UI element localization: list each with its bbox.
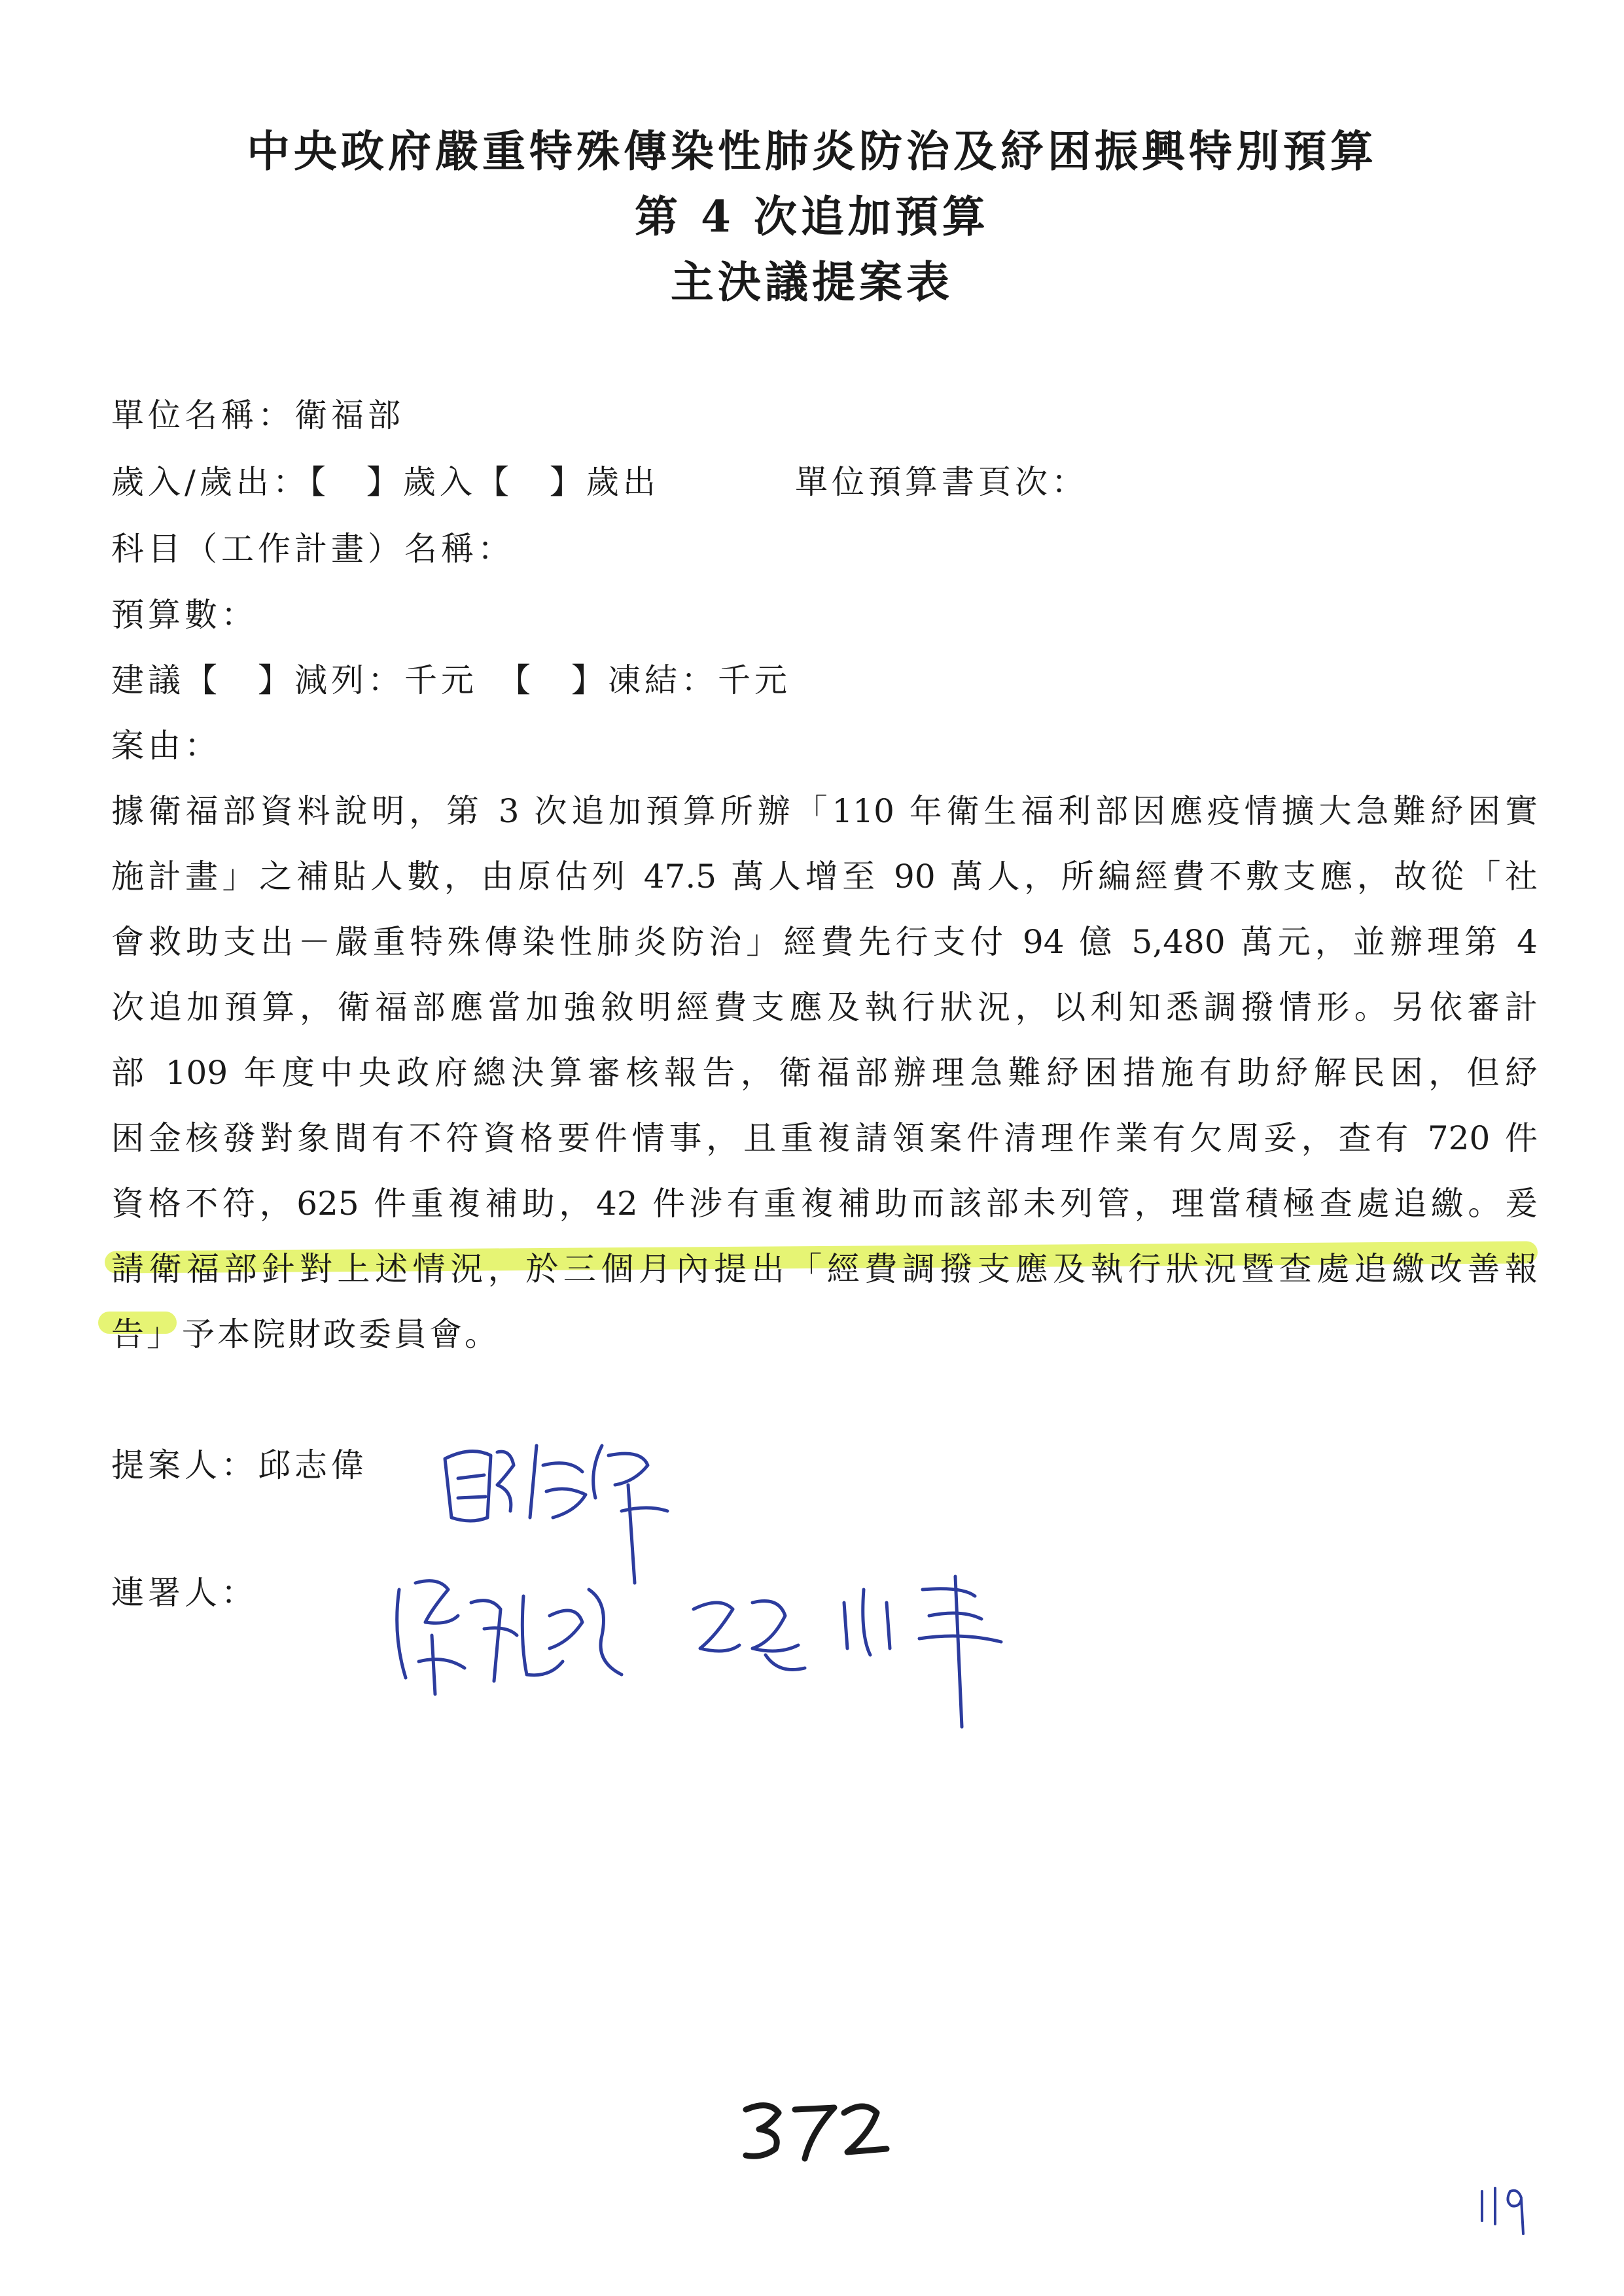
item-name-field: 科目（工作計畫）名稱： xyxy=(111,530,514,568)
reason-line: 據衛福部資料說明，第 3 次追加預算所辦「110 年衛生福利部因應疫情擴大急難紓困實 xyxy=(111,792,1538,830)
document-subtitle: 第 4 次追加預算 xyxy=(635,191,989,242)
small-handwritten-number xyxy=(1472,2178,1531,2237)
handwritten-page-number xyxy=(739,2093,890,2165)
reason-line: 會救助支出－嚴重特殊傳染性肺炎防治」經費先行支付 94 億 5,480 萬元，並辦理第 4 xyxy=(111,923,1538,961)
reason-line: 施計畫」之補貼人數，由原估列 47.5 萬人增至 90 萬人，所編經費不敷支應，故從「社 xyxy=(111,858,1538,896)
income-expense-field: 歲入/歲出：【 】歲入【 】歲出 xyxy=(111,463,660,501)
reason-line: 次追加預算，衛福部應當加強敘明經費支應及執行狀況，以利知悉調撥情形。另依審計 xyxy=(111,988,1538,1026)
proposer-label: 提案人：邱志偉 xyxy=(111,1446,368,1484)
budget-amount-field: 預算數： xyxy=(111,596,258,634)
reason-label: 案由： xyxy=(111,727,221,765)
cosigner-label: 連署人： xyxy=(111,1574,258,1612)
reason-line: 請衛福部針對上述情況，於三個月內提出「經費調撥支應及執行狀況暨查處追繳改善報 xyxy=(111,1250,1538,1288)
document-title: 中央政府嚴重特殊傳染性肺炎防治及紓困振興特別預算 xyxy=(247,126,1377,177)
suggestion-field: 建議【 】減列：千元 【 】凍結：千元 xyxy=(111,661,791,699)
form-title: 主決議提案表 xyxy=(671,256,953,307)
reason-line: 資格不符，625 件重複補助，42 件涉有重複補助而該部未列管，理當積極查處追繳。爰 xyxy=(111,1185,1538,1223)
reason-line: 部 109 年度中央政府總決算審核報告，衛福部辦理急難紓困措施有助紓解民困，但紓 xyxy=(111,1054,1538,1092)
reason-line: 困金核發對象間有不符資格要件情事，且重複請領案件清理作業有欠周妥，查有 720 件 xyxy=(111,1119,1538,1157)
reason-line: 告」予本院財政委員會。 xyxy=(111,1315,500,1353)
unit-name-field: 單位名稱：衛福部 xyxy=(111,396,404,434)
budget-page-field: 單位預算書頁次： xyxy=(795,463,1088,501)
cosigner-signatures xyxy=(386,1563,1073,1733)
